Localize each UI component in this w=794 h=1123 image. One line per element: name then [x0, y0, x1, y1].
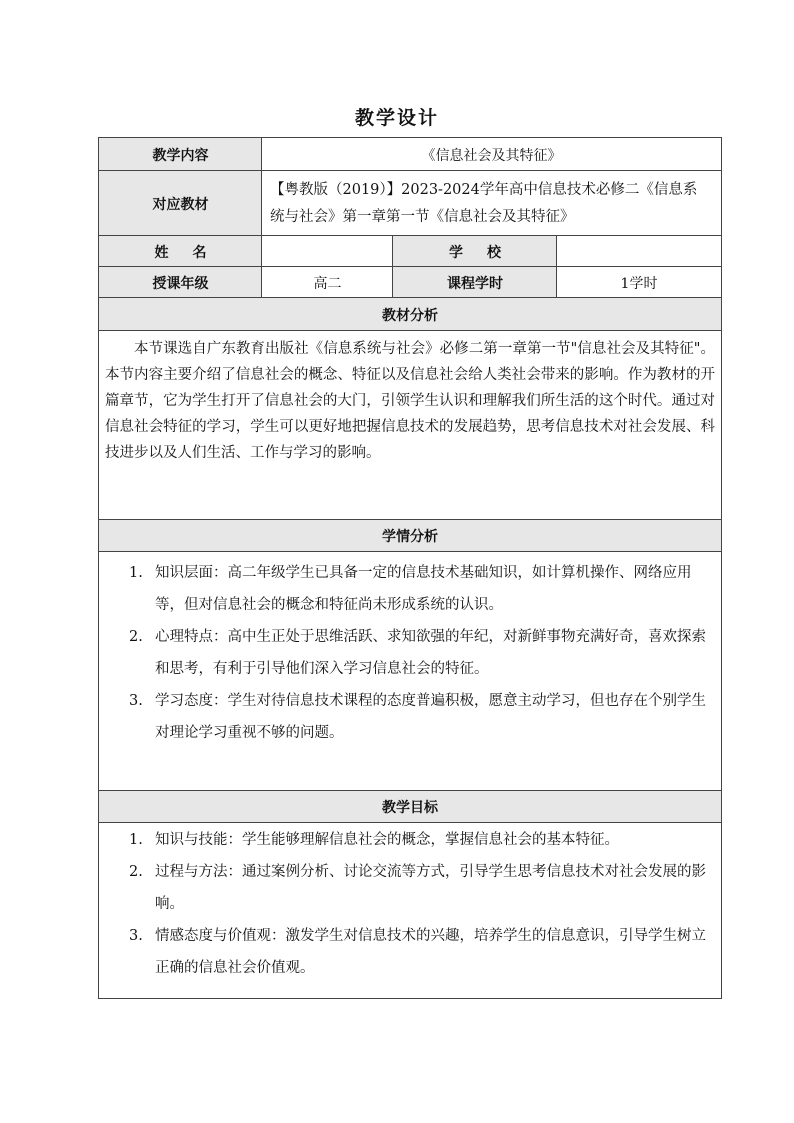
item-number: 1.	[129, 565, 143, 581]
lesson-plan-table	[98, 137, 722, 999]
grade-label: 授课年级	[99, 267, 262, 298]
item-text: 知识与技能：学生能够理解信息社会的概念，掌握信息社会的基本特征。	[155, 832, 619, 848]
item-number: 3.	[129, 928, 143, 944]
divider	[99, 551, 721, 552]
divider	[99, 330, 721, 331]
school-value	[557, 236, 721, 267]
list-item	[129, 920, 717, 984]
divider	[99, 790, 721, 791]
divider	[99, 822, 721, 823]
list-item	[129, 557, 717, 621]
material-analysis-heading: 教材分析	[99, 298, 721, 331]
teaching-goals-list	[129, 824, 717, 984]
teaching-goals-heading: 教学目标	[99, 791, 721, 823]
divider	[99, 266, 721, 267]
name-value	[262, 236, 393, 267]
school-label: 学校	[393, 236, 557, 267]
item-text: 知识层面：高二年级学生已具备一定的信息技术基础知识，如计算机操作、网络应用等，但对信息社会的概念和特征尚未形成系统的认识。	[155, 565, 692, 613]
hours-value: 1学时	[620, 275, 658, 292]
list-item	[129, 856, 717, 920]
item-text: 情感态度与价值观：激发学生对信息技术的兴趣，培养学生的信息意识，引导学生树立正确的信息社会价值观。	[155, 928, 706, 976]
learner-analysis-heading: 学情分析	[99, 520, 721, 552]
divider	[99, 235, 721, 236]
textbook-label: 对应教材	[99, 171, 262, 236]
divider	[99, 297, 721, 298]
divider	[392, 236, 393, 298]
material-analysis-text: 本节课选自广东教育出版社《信息系统与社会》必修二第一章第一节"信息社会及其特征"。本节内容主要介绍了信息社会的概念、特征以及信息社会给人类社会带来的影响。作为教材的开篇章节，它为学生打开了信息社会的大门，引领学生认识和理解我们所生活的这个时代。通过对信息社会特征的学习，学生可以更好地把握信息技术的发展趋势，思考信息技术对社会发展、科技进步以及人们生活、工作与学习的影响。	[105, 341, 715, 461]
item-number: 1.	[129, 832, 143, 848]
divider	[261, 138, 262, 298]
divider	[99, 170, 721, 171]
item-text: 学习态度：学生对待信息技术课程的态度普遍积极，愿意主动学习，但也存在个别学生对理论学习重视不够的问题。	[155, 693, 706, 741]
name-label: 姓名	[99, 236, 262, 267]
grade-value: 高二	[313, 275, 342, 292]
page-title: 教学设计	[354, 107, 439, 129]
item-text: 过程与方法：通过案例分析、讨论交流等方式，引导学生思考信息技术对社会发展的影响。	[155, 864, 706, 912]
divider	[99, 519, 721, 520]
divider	[556, 236, 557, 298]
item-number: 2.	[129, 629, 143, 645]
hours-label: 课程学时	[393, 267, 557, 298]
list-item	[129, 824, 717, 856]
item-number: 3.	[129, 693, 143, 709]
content-label: 教学内容	[99, 138, 262, 171]
content-value: 《信息社会及其特征》	[421, 147, 562, 164]
list-item	[129, 685, 717, 749]
textbook-value: 【粤教版（2019）】2023-2024学年高中信息技术必修二《信息系统与社会》第一章第一节《信息社会及其特征》	[270, 182, 698, 225]
item-number: 2.	[129, 864, 143, 880]
learner-analysis-list	[129, 557, 717, 749]
list-item	[129, 621, 717, 685]
item-text: 心理特点：高中生正处于思维活跃、求知欲强的年纪，对新鲜事物充满好奇，喜欢探索和思考，有利于引导他们深入学习信息社会的特征。	[155, 629, 706, 677]
